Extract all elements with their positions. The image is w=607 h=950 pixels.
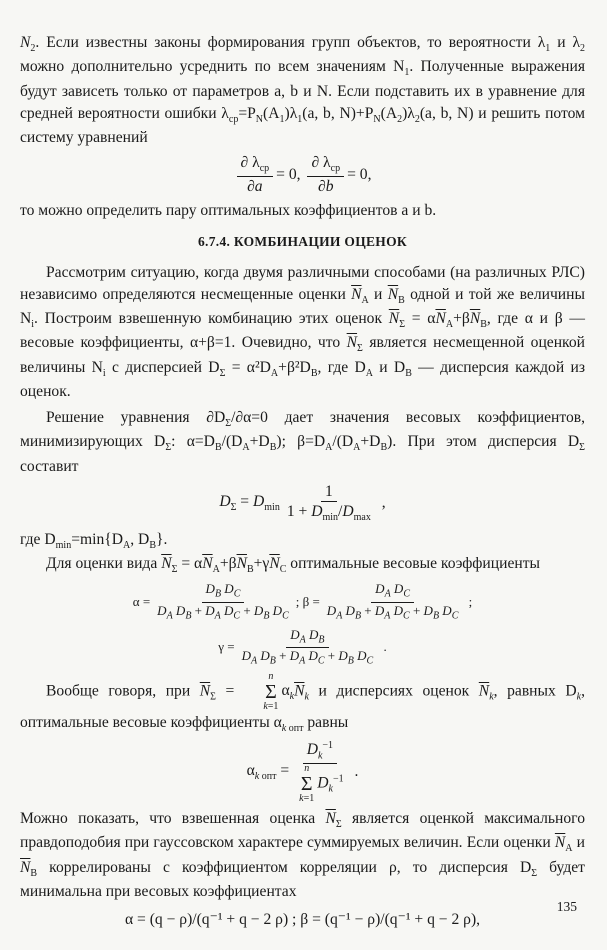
paragraph-4: Решение уравнения $\partial D_\Sigma/\partial\alpha=0$ дает значения весовых коэффициентов, минимизирующих $D_\Sigma$: $\alpha=D_B/(D_A+D_B)$; $\beta=D_A/(D_A+D_B)$. При этом дисперсия $D_\Sigma$ составит: [20, 409, 586, 475]
paragraph-3: Рассмотрим ситуацию, когда двумя различными способами (на различных РЛС) независимо определяются несмещенные оценки $\overline{N}_A$ и $\overline{N}_B$ одной и той же величины $N_i$. Построим взвешенную комбинацию этих оценок $\overline{N}_\Sigma = \alpha\overline{N}_A+\beta\overline{N}_B$, где α и β — весовые коэффициенты, α+β=1. Очевидно, что $\overline{N}_\Sigma$ является несмещенной оценкой величины $N_i$ с дисперсией $D_\Sigma = \alpha^2D_A+\beta^2D_B$, где $D_A$ и $D_B$ — дисперсия каждой из оценок.: [20, 263, 585, 400]
equation-dsigma: $D_\Sigma = D_{min}$ $\frac{1}{1 + D_{min}/D_{max}}$ ,: [219, 482, 386, 524]
paragraph-5: где $D_{min}=\min\{D_A$, $D_B$}.: [20, 530, 168, 551]
equation-system: $\frac{\partial \lambda_{ср}}{\partial a}$ = 0, $\frac{\partial \lambda_{ср}}{\partial b}$ = 0,: [20, 153, 585, 196]
section-heading: 6.7.4. КОМБИНАЦИИ ОЦЕНОК: [198, 234, 407, 250]
equation-final: α = (q − ρ)/(q⁻¹ + q − 2 ρ) ; β = (q⁻¹ − ρ)/(q⁻¹ + q − 2 ρ),: [124, 910, 481, 928]
paragraph-7: Вообще говоря, при $\overline{N}_\Sigma$ = n Σ k=1 $\alpha_k\overline{N}_k$ и дисперсиях оценок $\overline{N}_k$, равных $D_k$, оптимальные весовые коэффициенты $\alpha_{k опт}$ равны: [20, 670, 585, 734]
equation-alpha-k: $\alpha_{k опт}$ = $D_k^{-1}$ n Σ k=1 $D_k^{-1}$ .: [246, 740, 359, 804]
paragraph-6: Для оценки вида $\overline{N}_\Sigma = \alpha\overline{N}_A+\beta\overline{N}_B+\gamma\overline{N}_C$ оптимальные весовые коэффициенты: [46, 555, 541, 576]
paragraph-8: Можно показать, что взвешенная оценка $\overline{N}_\Sigma$ является оценкой максимального правдоподобия при гауссовском характере суммируемых величин. Если оценки $\overline{N}_A$ и $\overline{N}_B$ коррелированы с коэффициентом корреляции ρ, то дисперсия $D_\Sigma$ будет минимальна при весовых коэффициентах: [20, 809, 585, 900]
equation-gamma: γ = $\frac{D_A D_B}{D_A D_B + D_A D_C + D_B D_C}$ .: [218, 626, 387, 667]
equation-alpha-beta: α = $\frac{D_B D_C}{D_A D_B + D_A D_C + D_B D_C}$ ; β = $\frac{D_A D_C}{D_A D_B + D_A D_C + D_B D_C}$ ;: [132, 581, 473, 622]
paragraph-2: то можно определить пару оптимальных коэффициентов a и b.: [20, 202, 437, 220]
page-number: 135: [556, 898, 577, 914]
paragraph-1: $N_2$. Если известны законы формирования групп объектов, то вероятности $\lambda_1$ и $\lambda_2$ можно дополнительно усреднить по всем значениям $N_1$. Полученные выражения будут зависеть только от параметров a, b и N. Если подставить их в уравнение для средней вероятности ошибки $\lambda_{ср}=P_N(A_1)\lambda_1(a$, b, $N)+P_N(A_2)\lambda_2(a$, b, N) и решить потом систему уравнений: [20, 34, 586, 147]
